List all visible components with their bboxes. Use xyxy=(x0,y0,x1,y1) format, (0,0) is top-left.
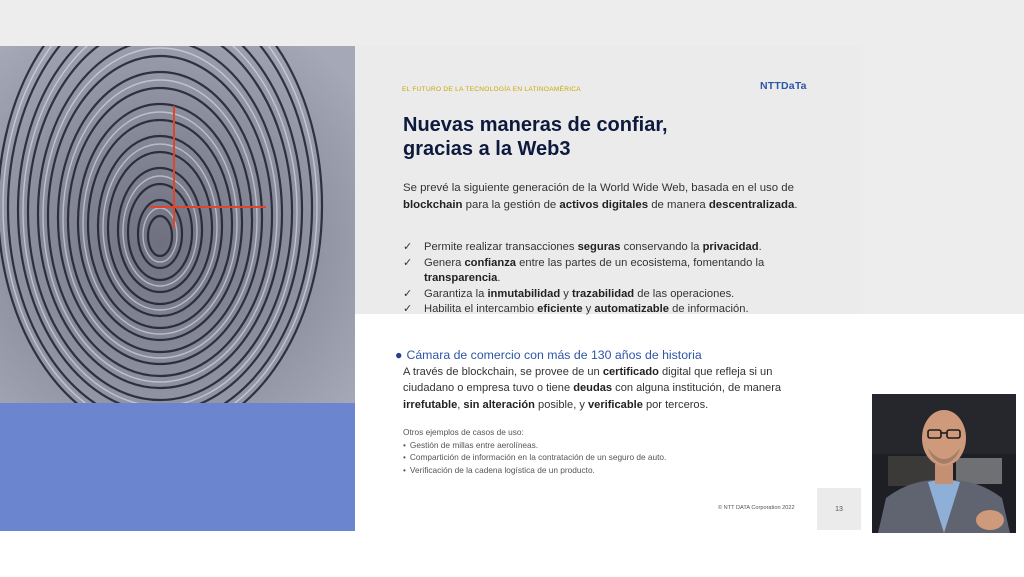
bullet-dot-icon: ● xyxy=(395,348,403,362)
check-icon: ✓ xyxy=(403,256,413,269)
slide-title xyxy=(403,113,823,161)
case-title-text: Cámara de comercio con más de 130 años de historia xyxy=(406,348,702,362)
copyright-text: © NTT DATA Corporation 2022 xyxy=(718,505,795,511)
fingerprint-image xyxy=(0,46,355,403)
bottom-strip xyxy=(0,531,1024,577)
list-item: ✓ Habilita el intercambio eficiente y automatizable de información. xyxy=(403,302,823,318)
other-use-cases xyxy=(403,426,823,476)
case-paragraph: A través de blockchain, se provee de un certificado digital que refleja si un ciudadano o empresa tuvo o tiene deudas con alguna institución, de manera irrefutable, sin alteración posible, y verificable por terceros. xyxy=(403,366,782,411)
list-item: ✓ Garantiza la inmutabilidad y trazabilidad de las operaciones. xyxy=(403,287,823,303)
list-item: • Gestión de millas entre aerolíneas. xyxy=(403,439,823,452)
case-title xyxy=(395,348,815,362)
intro-paragraph: Se prevé la siguiente generación de la World Wide Web, basada en el uso de blockchain para la gestión de activos digitales de manera descentralizada. xyxy=(403,182,798,211)
blue-color-block xyxy=(0,403,355,531)
list-item: • Verificación de la cadena logística de un producto. xyxy=(403,464,823,477)
title-line: gracias a la Web3 xyxy=(403,138,571,160)
list-item: • Compartición de información en la contratación de un seguro de auto. xyxy=(403,451,823,464)
page-number: 13 xyxy=(817,488,861,530)
list-item: ✓ Permite realizar transacciones seguras conservando la privacidad. xyxy=(403,240,823,256)
list-item: ✓ Genera confianza entre las partes de un ecosistema, fomentando la transparencia. xyxy=(403,256,765,285)
check-icon: ✓ xyxy=(403,241,413,253)
ntt-data-logo: NTTDaTa xyxy=(760,80,807,92)
slide-kicker: EL FUTURO DE LA TECNOLOGÍA EN LATINOAMÉRICA xyxy=(402,86,581,93)
check-icon: ✓ xyxy=(403,287,413,300)
other-use-cases-heading: Otros ejemplos de casos de uso: xyxy=(403,427,524,437)
benefit-list xyxy=(403,240,823,318)
title-line: Nuevas maneras de confiar, xyxy=(403,114,668,136)
presenter-video xyxy=(872,394,1016,533)
check-icon: ✓ xyxy=(403,303,413,316)
